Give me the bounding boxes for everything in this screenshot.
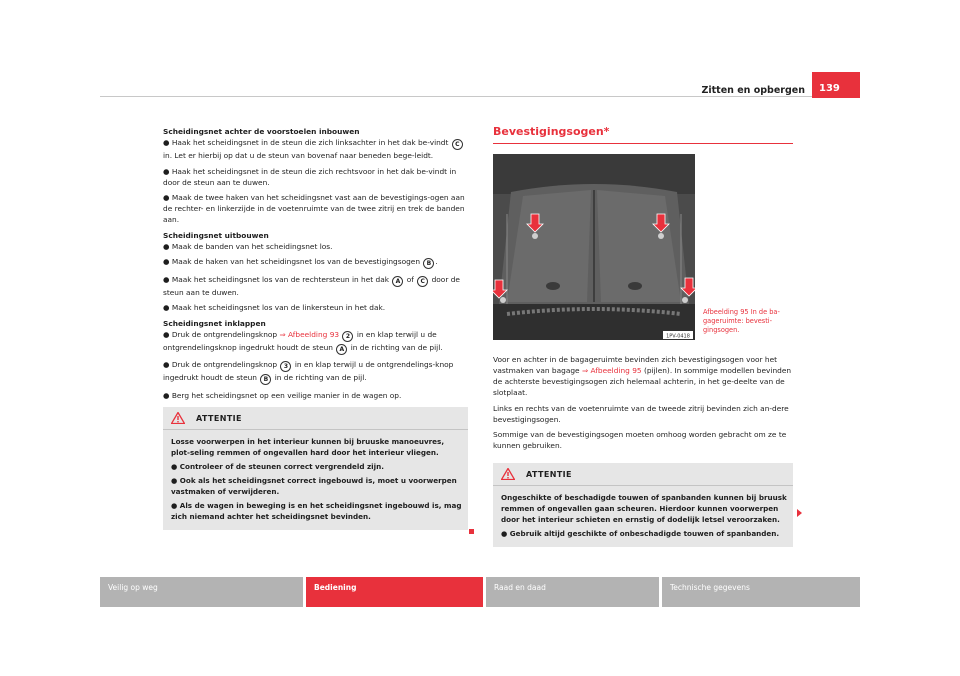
bullet-item: ● Berg het scheidingsnet op een veilige manier in de wagen op. — [163, 390, 402, 400]
warning-title: ATTENTIE — [526, 470, 572, 479]
marker-b: B — [423, 258, 434, 269]
bullet-item: ● Druk de ontgrendelingsknop ⇒ Afbeelding 93 2 in en klap terwijl u de ontgrendelingsknop ingedrukt houdt de steun A in de richting van de pijl. — [163, 329, 443, 353]
subheading-install: Scheidingsnet achter de voorstoelen inbouwen — [163, 127, 360, 136]
warning-text: Ongeschikte of beschadigde touwen of spanbanden kunnen bij bruusk remmen of ongevallen gaan scheuren. Hierdoor kunnen voorwerpen door het interieur schieten en ernstig of dodelijk letsel veroorzaken. — [501, 493, 787, 524]
subheading-fold: Scheidingsnet inklappen — [163, 318, 266, 328]
footer-tab-safety[interactable]: Veilig op weg — [100, 577, 303, 607]
warning-triangle-icon — [501, 468, 515, 480]
paragraph: Links en rechts van de voetenruimte van de tweede zitrij bevinden zich an-dere bevestigingsogen. — [493, 403, 789, 424]
footer-tab-technical[interactable]: Technische gegevens — [662, 577, 860, 607]
figure-caption: Afbeelding 95 In de ba-gageruimte: bevesti-gingsogen. — [703, 308, 780, 334]
bullet-item: ● Haak het scheidingsnet in de steun die zich rechtsvoor in het dak be-vindt in door de steun aan te duwen. — [163, 166, 457, 187]
right-column — [493, 126, 793, 547]
page-number: 139 — [812, 72, 860, 98]
warning-bullet: ● Als de wagen in beweging is en het scheidingsnet ingebouwd is, mag zich niemand achter het scheidingsnet bevinden. — [171, 500, 462, 521]
warning-bullet: ● Ook als het scheidingsnet correct ingebouwd is, moet u voorwerpen vastmaken of verwijderen. — [171, 475, 457, 496]
bullet-item: ● Maak de twee haken van het scheidingsnet vast aan de bevestigings-ogen aan de rechter- en linkerzijde in de voetenruimte van de twee zitrij en trek de banden aan. — [163, 193, 465, 224]
marker-c: C — [452, 139, 463, 150]
paragraph: Voor en achter in de bagageruimte bevinden zich bevestigingsogen voor het vastmaken van bagage ⇒ Afbeelding 95 (pijlen). In sommige modellen bevinden de achterste bevestigingsogen zich helemaal achterin, in het ge-deelte van de slotplaat. — [493, 355, 792, 397]
warning-bullet: ● Controleer of de steunen correct vergrendeld zijn. — [171, 461, 384, 471]
section-end-marker — [469, 529, 474, 534]
figure-link[interactable]: ⇒ Afbeelding 95 — [581, 366, 642, 375]
paragraph: Sommige van de bevestigingsogen moeten omhoog worden gebracht om ze te kunnen gebruiken. — [493, 430, 787, 450]
left-column — [163, 126, 468, 530]
bullet-item: ● Druk de ontgrendelingsknop 3 in en klap terwijl u de ontgrendelings-knop ingedrukt houdt de steun B in de richting van de pijl. — [163, 360, 454, 383]
marker-b: B — [260, 374, 271, 385]
marker-c: C — [417, 276, 428, 287]
footer-tab-operation[interactable]: Bediening — [306, 577, 483, 607]
figure-link[interactable]: ⇒ Afbeelding 93 — [279, 329, 340, 339]
warning-box — [493, 463, 793, 547]
header-rule — [100, 96, 860, 97]
marker-a: A — [336, 344, 347, 355]
bullet-item: ● Maak de haken van het scheidingsnet los van de bevestigingsogen B . — [163, 257, 438, 267]
warning-bullet: ● Gebruik altijd geschikte of onbeschadigde touwen of spanbanden. — [501, 529, 780, 538]
bullet-item: ● Maak de banden van het scheidingsnet los. — [163, 241, 333, 251]
cargo-area-figure — [493, 154, 695, 340]
figure-code: 1PV-0418 — [666, 333, 690, 340]
marker-a: A — [392, 276, 403, 287]
warning-title: ATTENTIE — [196, 413, 242, 423]
section-title: Bevestigingsogen* — [493, 125, 610, 138]
warning-text: Losse voorwerpen in het interieur kunnen bij bruuske manoeuvres, plot-seling remmen of ongevallen hard door het interieur vliegen. — [171, 436, 445, 457]
bullet-item: ● Maak het scheidingsnet los van de rechtersteun in het dak A of C door de steun aan te duwen. — [163, 274, 460, 297]
marker-2: 2 — [342, 331, 353, 342]
chapter-title: Zitten en opbergen — [701, 85, 805, 96]
marker-3: 3 — [280, 361, 291, 372]
continue-arrow-icon — [797, 509, 802, 517]
warning-triangle-icon — [171, 412, 185, 424]
warning-box — [163, 407, 468, 530]
section-rule — [493, 143, 793, 144]
footer-tab-tips[interactable]: Raad en daad — [486, 577, 659, 607]
bullet-item: ● Maak het scheidingsnet los van de linkersteun in het dak. — [163, 303, 386, 312]
bullet-item: ● Haak het scheidingsnet in de steun die zich linksachter in het dak be-vindt C in. Let er hierbij op dat u de steun van bovenaf naar beneden bege-leidt. — [163, 137, 468, 161]
subheading-remove: Scheidingsnet uitbouwen — [163, 230, 269, 240]
